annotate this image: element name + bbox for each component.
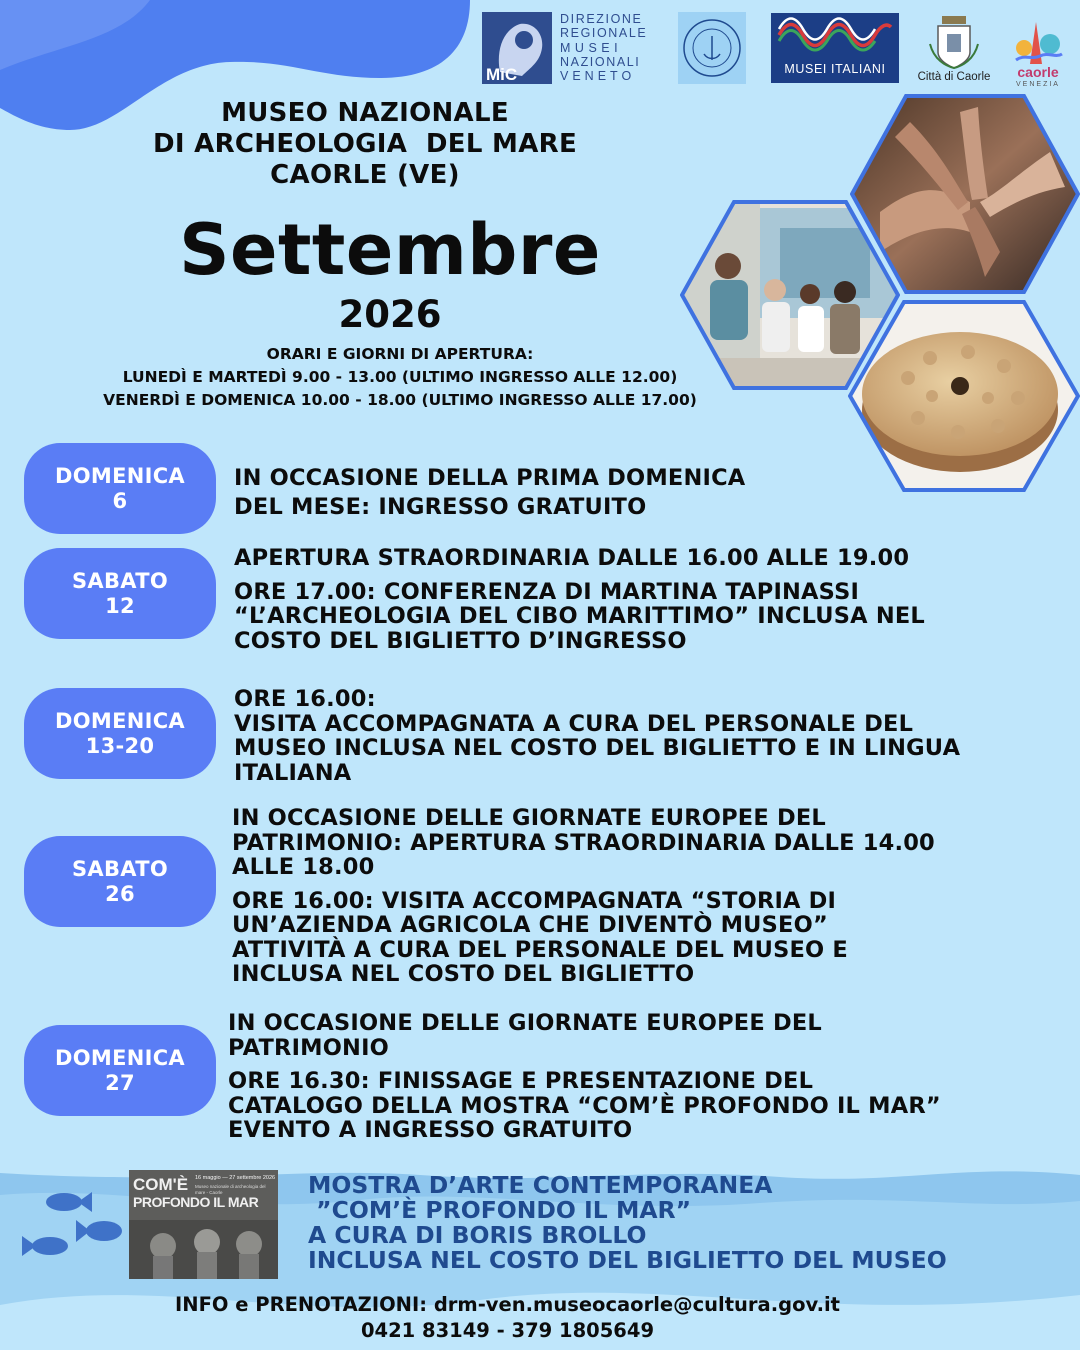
- caorle-logo-name: caorle: [1017, 64, 1059, 80]
- exhibition-line-1: MOSTRA D’ARTE CONTEMPORANEA: [308, 1171, 773, 1199]
- opening-hours-line-1: LUNEDÌ E MARTEDÌ 9.00 - 13.00 (ULTIMO INGRESSO ALLE 12.00): [122, 368, 678, 386]
- drm-line-3: MUSEI: [560, 40, 623, 55]
- event-date-pill: [24, 1025, 216, 1116]
- year-heading: 2026: [338, 293, 442, 336]
- event-date: 27: [105, 1070, 135, 1095]
- event-day: DOMENICA: [55, 463, 185, 488]
- citta-di-caorle-label: Città di Caorle: [917, 71, 991, 83]
- event-text: IN OCCASIONE DELLA PRIMA DOMENICA DEL MESE: INGRESSO GRATUITO: [234, 465, 746, 520]
- event-date-pill: [24, 443, 216, 534]
- month-heading: Settembre: [179, 209, 601, 291]
- photo-artifact-hexagon: [848, 298, 1080, 494]
- exhibition-line-2: ”COM’È PROFONDO IL MAR”: [308, 1196, 692, 1224]
- caorle-coat-of-arms-icon: [912, 14, 996, 72]
- poster-subtitle: Museo nazionale di archeologia del mare - Caorle: [195, 1184, 266, 1195]
- musei-italiani-logo: [771, 13, 899, 83]
- event-text: APERTURA STRAORDINARIA DALLE 16.00 ALLE 19.00: [234, 545, 910, 571]
- caorle-venezia-logo: [1010, 14, 1066, 90]
- event-day: DOMENICA: [55, 1045, 185, 1070]
- opening-hours-title: ORARI E GIORNI DI APERTURA:: [266, 345, 534, 363]
- event-date-pill: [24, 548, 216, 639]
- museum-title-line-1: MUSEO NAZIONALE: [221, 98, 509, 128]
- caorle-lighthouse-icon: [1010, 14, 1066, 66]
- fish-icon: [76, 1218, 124, 1244]
- poster-title-line-2: PROFONDO IL MAR: [133, 1194, 259, 1210]
- fish-icon: [22, 1234, 70, 1258]
- event-date: 26: [105, 881, 135, 906]
- event-description: [234, 687, 960, 785]
- event-day: SABATO: [72, 568, 168, 593]
- event-text: ORE 16.00: VISITA ACCOMPAGNATA A CURA DEL PERSONALE DEL MUSEO INCLUSA NEL COSTO DEL BIGLIETTO E IN LINGUA ITALIANA: [234, 686, 961, 786]
- event-day: DOMENICA: [55, 708, 185, 733]
- event-text: IN OCCASIONE DELLE GIORNATE EUROPEE DEL PATRIMONIO: APERTURA STRAORDINARIA DALLE 14.00 ALLE 18.00: [232, 805, 935, 880]
- poster-dates: 16 maggio — 27 settembre 2026: [195, 1175, 276, 1181]
- partner-logos: [482, 12, 1072, 86]
- museo-seal-logo: [678, 12, 746, 88]
- museum-title-line-3: CAORLE (VE): [270, 160, 460, 190]
- musei-italiani-label: MUSEI ITALIANI: [784, 62, 886, 76]
- event-text: IN OCCASIONE DELLE GIORNATE EUROPEE DEL PATRIMONIO: [228, 1010, 822, 1061]
- drm-veneto-logo: [482, 12, 652, 86]
- event-description: [234, 464, 745, 522]
- event-description: [228, 1011, 941, 1143]
- exhibition-info: [308, 1173, 1028, 1273]
- drm-line-5: VENETO: [560, 69, 636, 84]
- exhibition-line-3: A CURA DI BORIS BROLLO: [308, 1221, 647, 1249]
- opening-hours-line-2: VENERDÌ E DOMENICA 10.00 - 18.00 (ULTIMO INGRESSO ALLE 17.00): [103, 391, 697, 409]
- opening-hours: [60, 343, 740, 412]
- museum-title: [150, 98, 580, 191]
- contact-info: [0, 1292, 1015, 1344]
- event-day: SABATO: [72, 856, 168, 881]
- museum-title-line-2: DI ARCHEOLOGIA DEL MARE: [152, 129, 578, 159]
- mic-logo-icon: [482, 12, 552, 84]
- event-text: ORE 17.00: CONFERENZA DI MARTINA TAPINASSI “L’ARCHEOLOGIA DEL CIBO MARITTIMO” INCLUSA NEL COSTO DEL BIGLIETTO D’INGRESSO: [234, 578, 925, 654]
- event-description: [234, 546, 925, 653]
- event-date: 13-20: [85, 733, 155, 758]
- musei-italiani-wave-icon: [771, 13, 899, 53]
- drm-line-4: NAZIONALI: [560, 54, 641, 69]
- citta-di-caorle-logo: [912, 14, 996, 86]
- event-date: 6: [112, 488, 128, 513]
- contact-email-line[interactable]: INFO e PRENOTAZIONI: drm-ven.museocaorle@cultura.gov.it: [175, 1293, 840, 1316]
- museo-seal-icon: [678, 12, 746, 84]
- caorle-logo-sub: VENEZIA: [1016, 81, 1060, 88]
- drm-line-1: DIREZIONE: [560, 12, 643, 26]
- svg-text:MiC: MiC: [486, 65, 518, 84]
- event-date: 12: [105, 593, 135, 618]
- exhibition-line-4: INCLUSA NEL COSTO DEL BIGLIETTO DEL MUSEO: [308, 1246, 947, 1274]
- event-date-pill: [24, 836, 216, 927]
- event-date-pill: [24, 688, 216, 779]
- contact-phone-line[interactable]: 0421 83149 - 379 1805649: [360, 1319, 655, 1342]
- event-description: [232, 806, 935, 987]
- event-text: ORE 16.00: VISITA ACCOMPAGNATA “STORIA DI UN’AZIENDA AGRICOLA CHE DIVENTÒ MUSEO” ATTIVITÀ A CURA DEL PERSONALE DEL MUSEO E INCLUSA NEL COSTO DEL BIGLIETTO: [232, 887, 848, 987]
- drm-line-2: REGIONALE: [560, 26, 648, 41]
- exhibition-poster: [129, 1170, 278, 1279]
- event-text: ORE 16.30: FINISSAGE E PRESENTAZIONE DEL CATALOGO DELLA MOSTRA “COM’È PROFONDO IL MAR” EVENTO A INGRESSO GRATUITO: [228, 1068, 941, 1143]
- fish-icon: [44, 1190, 92, 1214]
- poster-title-line-1: COM'È: [133, 1175, 189, 1194]
